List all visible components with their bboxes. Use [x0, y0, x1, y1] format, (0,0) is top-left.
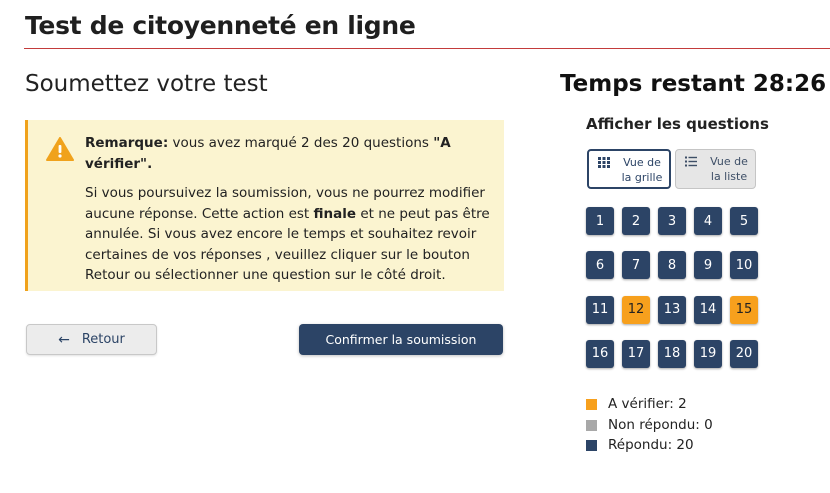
legend-swatch [586, 420, 597, 431]
question-button-14[interactable]: 14 [694, 296, 722, 324]
question-button-12[interactable]: 12 [622, 296, 650, 324]
question-button-4[interactable]: 4 [694, 207, 722, 235]
list-icon [685, 156, 697, 167]
back-button-label: Retour [81, 332, 125, 347]
question-button-8[interactable]: 8 [658, 251, 686, 279]
page-header [24, 0, 830, 49]
question-button-6[interactable]: 6 [586, 251, 614, 279]
question-button-18[interactable]: 18 [658, 340, 686, 368]
question-button-19[interactable]: 19 [694, 340, 722, 368]
question-button-3[interactable]: 3 [658, 207, 686, 235]
confirm-button-label: Confirmer la soumission [325, 332, 477, 347]
question-button-7[interactable]: 7 [622, 251, 650, 279]
remark-label: Remarque: [85, 135, 169, 151]
app-title: Test de citoyenneté en ligne [25, 11, 416, 40]
page-title: Soumettez votre test [25, 71, 268, 97]
notice-body-part1: Si vous poursuivez la soumission, vous ne pourrez modifier aucune réponse. Cette action est [85, 185, 485, 222]
remark-text: vous avez marqué 2 des 20 questions [168, 135, 434, 151]
legend-label: A vérifier: 2 [608, 396, 687, 412]
question-button-16[interactable]: 16 [586, 340, 614, 368]
confirm-submit-button[interactable] [299, 324, 503, 355]
warning-notice [25, 120, 504, 291]
notice-body [85, 183, 497, 286]
grid-view-label: Vue de la grille [621, 156, 663, 184]
notice-body-part2: et ne peut pas être annulée. Si vous avez encore le temps et souhaitez revoir certaines de vos réponses , veuillez cliquer sur le bouton Retour ou sélectionner une question sur le côté droit. [85, 205, 490, 283]
list-view-label: Vue de la liste [710, 155, 748, 183]
grid-icon [598, 157, 610, 168]
question-button-20[interactable]: 20 [730, 340, 758, 368]
question-button-5[interactable]: 5 [730, 207, 758, 235]
grid-view-button[interactable] [587, 149, 671, 189]
notice-remark [85, 133, 497, 174]
remark-emphasis: "A vérifier". [85, 135, 451, 172]
notice-text [85, 133, 497, 286]
time-remaining: Temps restant 28:26 [560, 71, 827, 97]
question-button-10[interactable]: 10 [730, 251, 758, 279]
legend-swatch [586, 440, 597, 451]
list-view-button[interactable] [675, 149, 756, 189]
question-button-15[interactable]: 15 [730, 296, 758, 324]
question-button-11[interactable]: 11 [586, 296, 614, 324]
warning-icon [46, 137, 74, 161]
question-button-17[interactable]: 17 [622, 340, 650, 368]
question-button-1[interactable]: 1 [586, 207, 614, 235]
legend-swatch [586, 399, 597, 410]
show-questions-heading: Afficher les questions [586, 115, 769, 133]
legend-label: Non répondu: 0 [608, 416, 713, 433]
legend-label: Répondu: 20 [608, 437, 694, 453]
question-button-13[interactable]: 13 [658, 296, 686, 324]
back-button[interactable] [26, 324, 157, 355]
question-button-9[interactable]: 9 [694, 251, 722, 279]
arrow-left-icon: ← [58, 331, 70, 348]
question-button-2[interactable]: 2 [622, 207, 650, 235]
notice-body-bold: finale [313, 205, 357, 222]
